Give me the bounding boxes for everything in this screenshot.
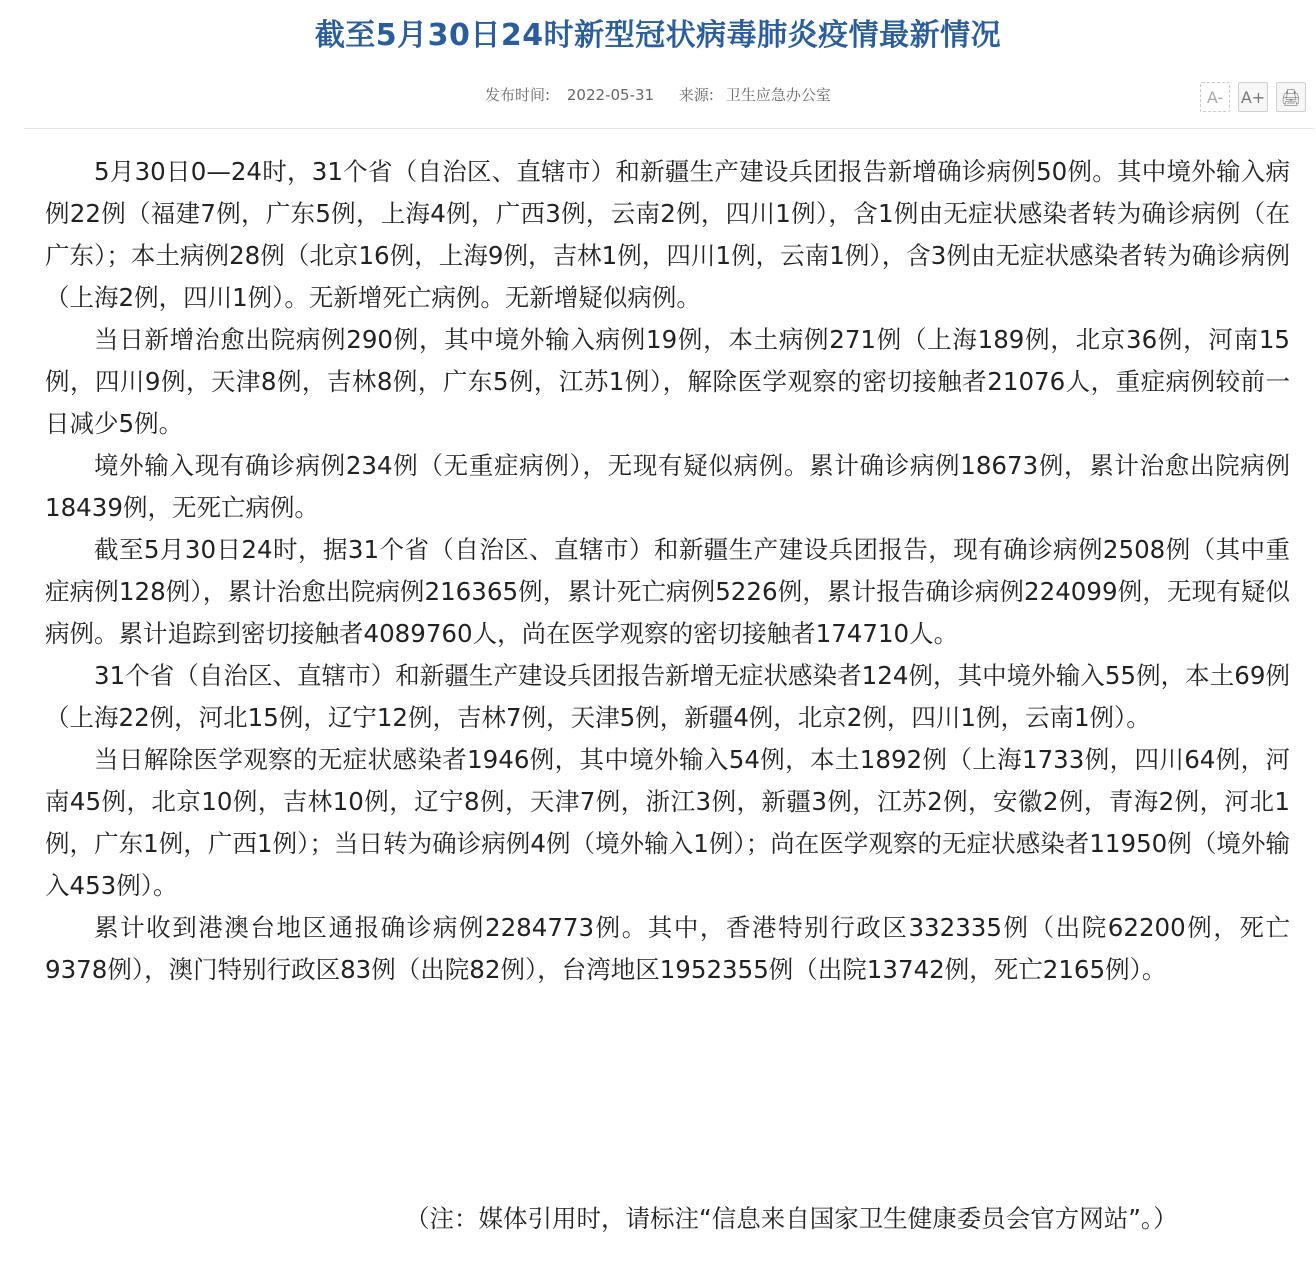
citation-note: （注：媒体引用时，请标注“信息来自国家卫生健康委员会官方网站”。） [405, 1204, 1178, 1233]
article-toolbar [1200, 82, 1306, 112]
printer-icon: 🖨 [1280, 87, 1302, 107]
paragraph: 境外输入现有确诊病例234例（无重症病例），无现有疑似病例。累计确诊病例18673例，累计治愈出院病例18439例，无死亡病例。 [45, 451, 1290, 522]
font-decrease-button[interactable]: A- [1200, 82, 1230, 112]
paragraph: 累计收到港澳台地区通报确诊病例2284773例。其中，香港特别行政区332335例（出院62200例，死亡9378例），澳门特别行政区83例（出院82例），台湾地区1952355例（出院13742例，死亡2165例）。 [45, 913, 1290, 984]
paragraph: 31个省（自治区、直辖市）和新疆生产建设兵团报告新增无症状感染者124例，其中境外输入55例，本土69例（上海22例，河北15例，辽宁12例，吉林7例，天津5例，新疆4例，北京2例，四川1例，云南1例）。 [45, 661, 1290, 732]
page-title: 截至5月30日24时新型冠状病毒肺炎疫情最新情况 [314, 18, 1002, 53]
paragraph: 截至5月30日24时，据31个省（自治区、直辖市）和新疆生产建设兵团报告，现有确诊病例2508例（其中重症病例128例），累计治愈出院病例216365例，累计死亡病例5226例，累计报告确诊病例224099例，无现有疑似病例。累计追踪到密切接触者4089760人，尚在医学观察的密切接触者174710人。 [45, 535, 1290, 648]
source-label: 来源: [678, 86, 714, 104]
article-body [45, 151, 1290, 991]
paragraph: 当日新增治愈出院病例290例，其中境外输入病例19例，本土病例271例（上海189例，北京36例，河南15例，四川9例，天津8例，吉林8例，广东5例，江苏1例），解除医学观察的密切接触者21076人，重症病例较前一日减少5例。 [45, 325, 1290, 438]
publish-date: 2022-05-31 [566, 86, 655, 104]
source-value: 卫生应急办公室 [725, 86, 831, 104]
print-button[interactable] [1276, 82, 1306, 112]
publish-time-label: 发布时间: [485, 86, 551, 104]
article-meta [0, 82, 1316, 108]
font-increase-button[interactable]: A+ [1238, 82, 1268, 112]
paragraph: 当日解除医学观察的无症状感染者1946例，其中境外输入54例，本土1892例（上海1733例，四川64例，河南45例，北京10例，吉林10例，辽宁8例，天津7例，浙江3例，新疆3例，江苏2例，安徽2例，青海2例，河北1例，广东1例，广西1例）；当日转为确诊病例4例（境外输入1例）；尚在医学观察的无症状感染者11950例（境外输入453例）。 [45, 745, 1290, 900]
header-divider [24, 128, 1314, 129]
paragraph: 5月30日0—24时，31个省（自治区、直辖市）和新疆生产建设兵团报告新增确诊病例50例。其中境外输入病例22例（福建7例，广东5例，上海4例，广西3例，云南2例，四川1例），含1例由无症状感染者转为确诊病例（在广东）；本土病例28例（北京16例，上海9例，吉林1例，四川1例，云南1例），含3例由无症状感染者转为确诊病例（上海2例，四川1例）。无新增死亡病例。无新增疑似病例。 [45, 157, 1290, 312]
